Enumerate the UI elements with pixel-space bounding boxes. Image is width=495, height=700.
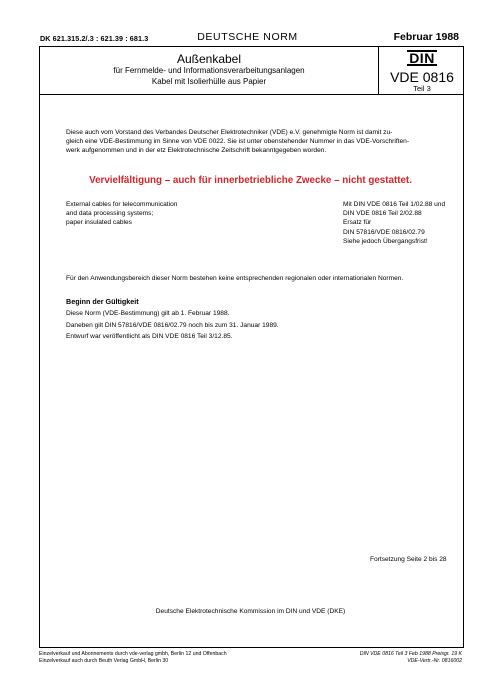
replacement-line-4: DIN 57816/VDE 0816/02.79 bbox=[343, 228, 425, 236]
norm-type: DEUTSCHE NORM bbox=[197, 31, 298, 43]
replacement-info bbox=[343, 200, 463, 246]
intro-line-3: werk aufgenommen und in der etz Elektrotechnische Zeitschrift bekanntgegeben worden. bbox=[66, 147, 327, 155]
english-title bbox=[66, 200, 266, 228]
validity-section bbox=[66, 297, 466, 343]
footer-right-line-2: VDE-Vertr.-Nr. 0816002 bbox=[407, 658, 462, 665]
replacement-line-2: DIN VDE 0816 Teil 2/02.88 bbox=[343, 210, 422, 218]
footer-left-line-2: Einzelverkauf auch durch Beuth Verlag GmbH, Berlin 30 bbox=[39, 658, 169, 665]
standard-number: VDE 0816 bbox=[390, 69, 454, 85]
dk-classification: DK 621.315.2/.3 : 621.39 : 681.3 bbox=[40, 34, 149, 43]
title-box bbox=[39, 46, 464, 95]
intro-paragraph bbox=[66, 128, 466, 156]
english-title-line-3: paper insulated cables bbox=[66, 219, 132, 227]
title-line-2: Kabel mit Isolierhülle aus Papier bbox=[151, 76, 267, 86]
validity-line-3: Entwurf war veröffentlicht als DIN VDE 0816 Teil 3/12.85. bbox=[66, 333, 233, 340]
scope-note: Für den Anwendungsbereich dieser Norm bestehen keine entsprechenden regionalen oder internationalen Normen. bbox=[66, 275, 404, 282]
validity-line-2: Daneben gilt DIN 57816/VDE 0816/02.79 noch bis zum 31. Januar 1989. bbox=[66, 321, 279, 329]
validity-line-1: Diese Norm (VDE-Bestimmung) gilt ab 1. Februar 1988. bbox=[66, 310, 230, 317]
validity-heading: Beginn der Gültigkeit bbox=[66, 297, 139, 306]
english-title-line-1: External cables for telecommunication bbox=[66, 201, 178, 208]
english-title-line-2: and data processing systems; bbox=[66, 210, 154, 218]
title-line-1: für Fernmelde- und Informationsverarbeitungsanlagen bbox=[113, 66, 305, 75]
footer-publisher bbox=[39, 651, 299, 665]
reproduction-warning: Vervielfältigung – auch für innerbetriebliche Zwecke – nicht gestattet. bbox=[89, 175, 412, 186]
din-logo: DIN bbox=[409, 50, 435, 66]
title-block bbox=[40, 47, 379, 95]
din-number-block bbox=[385, 50, 459, 93]
issue-date: Februar 1988 bbox=[393, 31, 459, 43]
standard-part: Teil 3 bbox=[413, 84, 431, 93]
replacement-line-5: Siehe jedoch Übergangsfrist! bbox=[343, 237, 428, 245]
replacement-line-1: Mit DIN VDE 0816 Teil 1/02.88 und bbox=[343, 201, 446, 208]
intro-line-1: Diese auch vom Vorstand des Verbandes Deutscher Elektrotechniker (VDE) e.V. genehmigte Norm ist damit zu- bbox=[66, 129, 393, 136]
footer-reference bbox=[262, 651, 462, 665]
intro-line-2: gleich eine VDE-Bestimmung im Sinne von VDE 0022. Sie ist unter obenstehender Nummer in das VDE-Vorschriften- bbox=[66, 138, 410, 146]
commission-name: Deutsche Elektrotechnische Kommission im DIN und VDE (DKE) bbox=[155, 608, 346, 615]
replacement-line-3: Ersatz für bbox=[343, 219, 372, 227]
footer-right-line-1: DIN VDE 0816 Teil 3 Feb 1988 Preisgr. 19 K bbox=[359, 651, 462, 657]
title-main: Außenkabel bbox=[176, 52, 242, 66]
continuation-note: Fortsetzung Seite 2 bis 28 bbox=[370, 556, 447, 563]
footer-left-line-1: Einzelverkauf und Abonnements durch vde-verlag gmbh, Berlin 12 und Offenbach bbox=[39, 651, 227, 657]
